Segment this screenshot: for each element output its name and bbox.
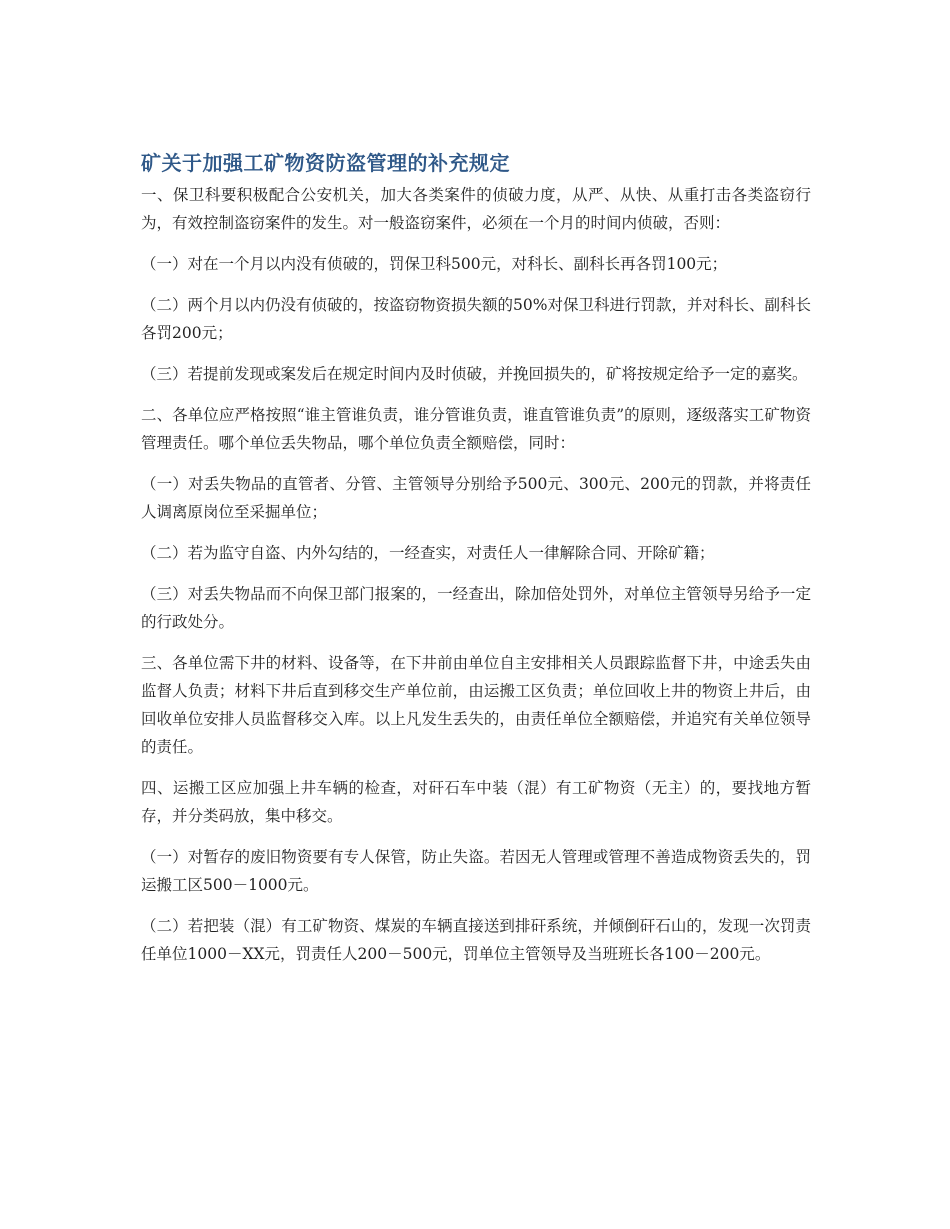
paragraph-section-4-item-1: （一）对暂存的废旧物资要有专人保管，防止失盗。若因无人管理或管理不善造成物资丢失的，罚运搬工区500－1000元。: [141, 848, 811, 894]
paragraph-section-1-item-1: （一）对在一个月以内没有侦破的，罚保卫科500元，对科长、副科长再各罚100元；: [141, 255, 728, 273]
paragraph-section-1-item-2: （二）两个月以内仍没有侦破的，按盗窃物资损失额的50%对保卫科进行罚款，并对科长、副科长各罚200元；: [141, 296, 811, 342]
paragraph-section-2-item-3: （三）对丢失物品而不向保卫部门报案的，一经查出，除加倍处罚外，对单位主管领导另给予一定的行政处分。: [141, 585, 811, 631]
paragraph-section-2: 二、各单位应严格按照“谁主管谁负责，谁分管谁负责，谁直管谁负责”的原则，逐级落实工矿物资管理责任。哪个单位丢失物品，哪个单位负责全额赔偿，同时：: [141, 406, 811, 452]
paragraph-section-3: 三、各单位需下井的材料、设备等，在下井前由单位自主安排相关人员跟踪监督下井，中途丢失由监督人负责；材料下井后直到移交生产单位前，由运搬工区负责；单位回收上井的物资上井后，由回收单位安排人员监督移交入库。以上凡发生丢失的，由责任单位全额赔偿，并追究有关单位领导的责任。: [141, 654, 811, 756]
paragraph-section-4-item-2: （二）若把装（混）有工矿物资、煤炭的车辆直接送到排矸系统，并倾倒矸石山的，发现一次罚责任单位1000－XX元，罚责任人200－500元，罚单位主管领导及当班班长各100－200元。: [141, 917, 811, 963]
paragraph-section-1-item-3: （三）若提前发现或案发后在规定时间内及时侦破，并挽回损失的，矿将按规定给予一定的嘉奖。: [141, 365, 808, 383]
document-body: [141, 149, 811, 981]
paragraph-section-2-item-2: （二）若为监守自盗、内外勾结的，一经查实，对责任人一律解除合同、开除矿籍；: [141, 544, 715, 562]
document-title: 矿关于加强工矿物资防盗管理的补充规定: [141, 151, 510, 175]
paragraph-section-4: 四、运搬工区应加强上井车辆的检查，对矸石车中装（混）有工矿物资（无主）的，要找地方暂存，并分类码放，集中移交。: [141, 779, 811, 825]
paragraph-section-2-item-1: （一）对丢失物品的直管者、分管、主管领导分别给予500元、300元、200元的罚款，并将责任人调离原岗位至采掘单位；: [141, 475, 811, 521]
paragraph-section-1: 一、保卫科要积极配合公安机关，加大各类案件的侦破力度，从严、从快、从重打击各类盗窃行为，有效控制盗窃案件的发生。对一般盗窃案件，必须在一个月的时间内侦破，否则：: [141, 186, 811, 232]
